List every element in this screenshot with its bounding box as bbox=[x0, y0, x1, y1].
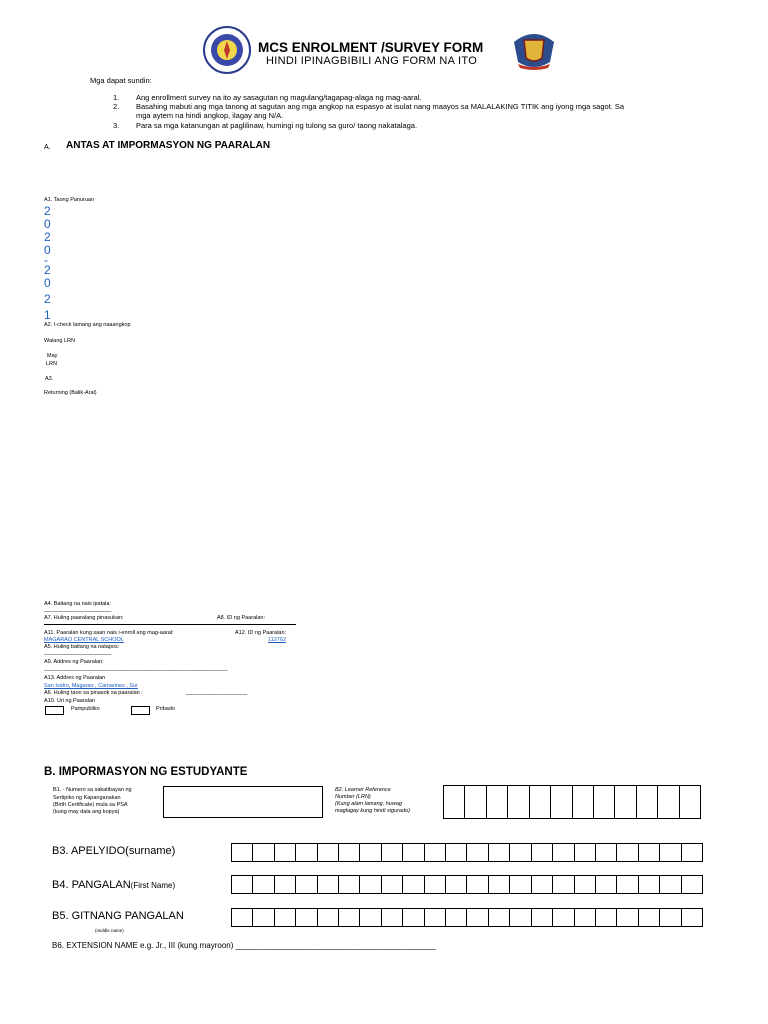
b4-label-text: B4. PANGALAN bbox=[52, 879, 131, 891]
pribado-label: Pribado bbox=[156, 706, 175, 712]
middle-name-input-cells[interactable] bbox=[231, 908, 703, 927]
year-char: 2 bbox=[44, 204, 51, 218]
instruction-num-3: 3. bbox=[113, 121, 120, 130]
b1-label-4: (kung may dala ang kopya) bbox=[53, 809, 120, 815]
may-lrn-option[interactable]: May bbox=[47, 353, 58, 359]
b6-label bbox=[52, 941, 436, 950]
instruction-1: Ang enrollment survey na ito ay sasagutan ng magulang/tagapag-alaga ng mag-aaral. bbox=[136, 93, 422, 102]
form-title: MCS ENROLMENT /SURVEY FORM bbox=[258, 40, 484, 55]
b4-sub-label: (First Name) bbox=[130, 881, 176, 890]
year-char: 0 bbox=[44, 276, 51, 290]
year-char: - bbox=[44, 253, 48, 267]
instruction-num-1: 1. bbox=[113, 93, 120, 102]
a9-line[interactable]: ____________________________________________________________ bbox=[44, 666, 228, 672]
b1-label: B1. - Numero sa sakatibayan ng bbox=[53, 787, 132, 793]
a11-label: A11. Paaralan kung saan nais i-enroll ang mag-aaral: bbox=[44, 630, 174, 636]
lrn-input-cells[interactable] bbox=[443, 785, 701, 819]
b6-input-line[interactable]: _____________________________________________ bbox=[235, 941, 436, 950]
b3-label bbox=[52, 845, 175, 857]
first-name-input-cells[interactable] bbox=[231, 875, 703, 894]
instruction-2-cont: mga aytem na hindi angkop, ilagay ang N/A. bbox=[136, 111, 284, 120]
a1-label: A1. Taong Panuruan bbox=[44, 197, 95, 203]
b2-label-2: Number (LRN) bbox=[335, 794, 371, 800]
a10-label: A10. Uri ng Paaralan bbox=[44, 698, 96, 704]
b3-label-text: B3. APELYIDO bbox=[52, 845, 126, 857]
a2-label: A2. I-check lamang ang naaangkop bbox=[44, 322, 131, 328]
b1-label-3: (Birth Certificate) mula sa PSA bbox=[53, 802, 128, 808]
a8-label: A8. ID ng Paaralan: bbox=[217, 615, 266, 621]
b5-label: B5. GITNANG PANGALAN bbox=[52, 910, 184, 922]
b1-label-2: Sertipiko ng Kapanganakan bbox=[53, 795, 121, 801]
a12-label: A12. ID ng Paaralan: bbox=[235, 630, 287, 636]
a7-divider bbox=[44, 624, 296, 625]
school-id-value[interactable]: 112762 bbox=[268, 637, 286, 643]
b3-sub-label: (surname) bbox=[125, 845, 176, 857]
b2-label-3: (Kung alam lamang, huwag bbox=[335, 801, 402, 807]
a5-label: A5. Huling baitang na natapos: bbox=[44, 644, 120, 650]
a6-label: A6. Huling taon sa pinasok sa paaralan : bbox=[44, 690, 143, 696]
b6-label-text: B6. EXTENSION NAME e.g. Jr., III (kung mayroon) bbox=[52, 941, 236, 950]
section-a-title: ANTAS AT IMPORMASYON NG PAARALAN bbox=[66, 140, 271, 151]
year-char: 0 bbox=[44, 243, 51, 257]
instruction-num-2: 2. bbox=[113, 102, 120, 111]
deped-seal-icon bbox=[203, 26, 251, 74]
instruction-3: Para sa mga katanungan at paglilinaw, humingi ng tulong sa guro/ taong nakatalaga. bbox=[136, 121, 418, 130]
year-char: 0 bbox=[44, 217, 51, 231]
b2-label-4: maglagay kung hindi sigurado) bbox=[335, 808, 410, 814]
a5-line[interactable]: ______________________ bbox=[44, 650, 112, 656]
b1-input[interactable] bbox=[163, 786, 323, 818]
a3-label: A3. bbox=[45, 376, 54, 382]
walang-lrn-option[interactable]: Walang LRN bbox=[44, 338, 75, 344]
section-b-title: B. IMPORMASYON NG ESTUDYANTE bbox=[44, 766, 248, 778]
may-lrn-option-label: LRN bbox=[46, 361, 58, 367]
a4-line[interactable]: ______________________ bbox=[44, 607, 112, 613]
a4-label: A4. Baitang na nais ipatala: bbox=[44, 601, 111, 607]
instructions-heading: Mga dapat sundin: bbox=[90, 76, 152, 85]
a7-label: A7. Huling paaralang pinasukan: bbox=[44, 615, 124, 621]
a6-line[interactable]: ____________________ bbox=[186, 690, 248, 696]
pribado-checkbox[interactable] bbox=[131, 706, 150, 715]
year-char: 2 bbox=[44, 230, 51, 244]
a9-label: A9. Addres ng Paaralan: bbox=[44, 659, 104, 665]
surname-input-cells[interactable] bbox=[231, 843, 703, 862]
b2-label: B2. Learner Reference bbox=[335, 787, 391, 793]
year-char: 1 bbox=[44, 308, 51, 322]
instruction-2: Basahing mabuti ang mga tanong at sagutan ang mga angkop na espasyo at isulat nang maayos sa MALALAKING TITIK ang iyong mga sagot. Sa bbox=[136, 102, 625, 111]
school-name-value[interactable]: MAGARAO CENTRAL SCHOOL bbox=[44, 637, 124, 643]
section-a-letter: A. bbox=[44, 144, 51, 151]
school-crest-icon bbox=[510, 24, 558, 72]
form-subtitle: HINDI IPINAGBIBILI ANG FORM NA ITO bbox=[266, 55, 478, 67]
year-char: 2 bbox=[44, 263, 51, 277]
returning-option[interactable]: Returning (Balik-Aral) bbox=[44, 390, 97, 396]
pampubliko-checkbox[interactable] bbox=[45, 706, 64, 715]
a13-label: A13. Addres ng Paaralan bbox=[44, 675, 106, 681]
school-address-value[interactable]: San Isidro, Magarao , Camarines , Sur bbox=[44, 683, 138, 689]
pampubliko-label: Pampubliko bbox=[71, 706, 100, 712]
b5-note: (middle name) bbox=[95, 928, 124, 933]
year-char: 2 bbox=[44, 292, 51, 306]
b4-label bbox=[52, 879, 175, 891]
